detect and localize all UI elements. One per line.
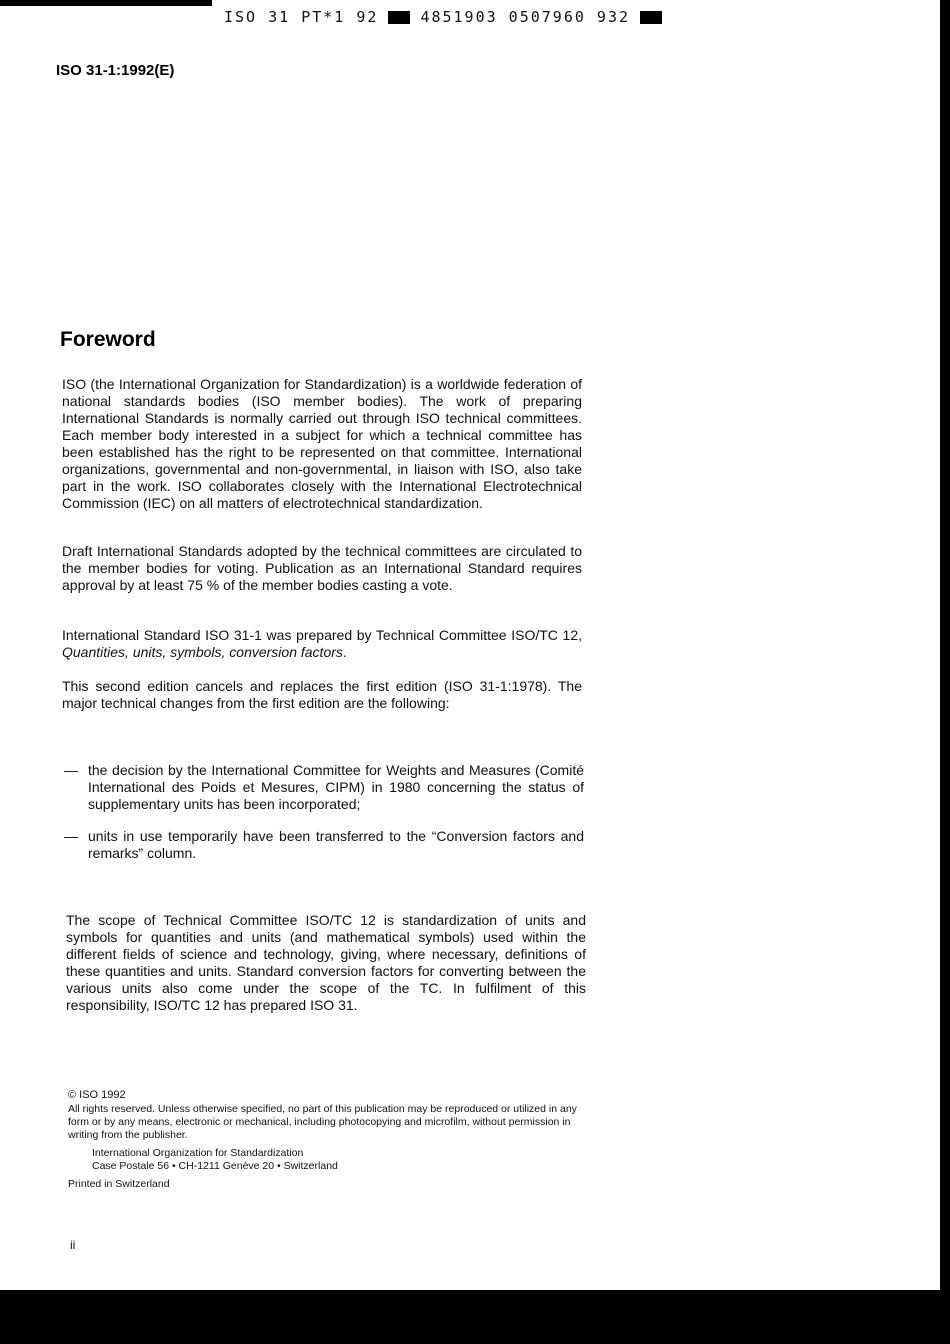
- copyright-notice: [68, 1089, 588, 1191]
- paragraph-draft-standards: Draft International Standards adopted by the technical committees are circulated to the member bodies for voting. Publication as an International Standard requires approval by at least 75 % of the member bodies casting a vote.: [62, 543, 582, 593]
- page-number: ii: [70, 1238, 76, 1252]
- scan-code-left: ISO 31 PT*1 92: [224, 8, 379, 26]
- publisher-street: Case Postale 56 • CH-1211 Genève 20 • Switzerland: [92, 1160, 338, 1172]
- list-dash: —: [64, 762, 78, 778]
- rights-statement: All rights reserved. Unless otherwise specified, no part of this publication may be reproduced or utilized in any form or by any means, electronic or mechanical, including photocopying and microfilm, without permission in writing from the publisher.: [68, 1103, 577, 1141]
- scan-block-mark: [388, 11, 410, 24]
- scan-header-code: [224, 6, 662, 28]
- list-item-text: the decision by the International Committee for Weights and Measures (Comité International des Poids et Mesures, CIPM) in 1980 concerning the status of supplementary units has been incorporated;: [88, 762, 584, 812]
- scan-border-right: [940, 0, 950, 1344]
- prepared-by-suffix: .: [342, 644, 347, 660]
- copyright-line: © ISO 1992: [68, 1089, 126, 1101]
- paragraph-prepared-by: [62, 627, 582, 661]
- committee-title: Quantities, units, symbols, conversion factors: [62, 644, 343, 660]
- changes-list: [64, 762, 584, 877]
- prepared-by-prefix: International Standard ISO 31-1 was prepared by Technical Committee ISO/TC 12,: [62, 627, 582, 643]
- scan-code-right: 4851903 0507960 932: [420, 8, 631, 26]
- paragraph-second-edition: This second edition cancels and replaces the first edition (ISO 31-1:1978). The major technical changes from the first edition are the following:: [62, 678, 582, 711]
- paragraph-iso-intro: ISO (the International Organization for Standardization) is a worldwide federation of national standards bodies (ISO member bodies). The work of preparing International Standards is normally carried out through ISO technical committees. Each member body interested in a subject for which a technical committee has been established has the right to be represented on that committee. International organizations, governmental and non-governmental, in liaison with ISO, also take part in the work. ISO collaborates closely with the International Electrotechnical Commission (IEC) on all matters of electrotechnical standardization.: [62, 376, 582, 511]
- list-item: [64, 828, 584, 862]
- publisher-address: [92, 1147, 588, 1173]
- scan-border-top: [0, 0, 212, 6]
- list-item-text: units in use temporarily have been transferred to the “Conversion factors and remarks” column.: [88, 828, 584, 861]
- printed-in: Printed in Switzerland: [68, 1178, 170, 1190]
- scan-border-bottom: [0, 1290, 950, 1344]
- scan-block-mark: [640, 11, 662, 24]
- list-dash: —: [64, 828, 78, 844]
- document-id: ISO 31-1:1992(E): [56, 62, 175, 79]
- paragraph-scope: The scope of Technical Committee ISO/TC 12 is standardization of units and symbols for quantities and units (and mathematical symbols) used within the different fields of science and technology, giving, where necessary, definitions of these quantities and units. Standard conversion factors for converting between the various units also come under the scope of the TC. In fulfilment of this responsibility, ISO/TC 12 has prepared ISO 31.: [66, 912, 586, 1013]
- publisher-org: International Organization for Standardization: [92, 1147, 304, 1159]
- list-item: [64, 762, 584, 813]
- page-title: Foreword: [60, 328, 156, 351]
